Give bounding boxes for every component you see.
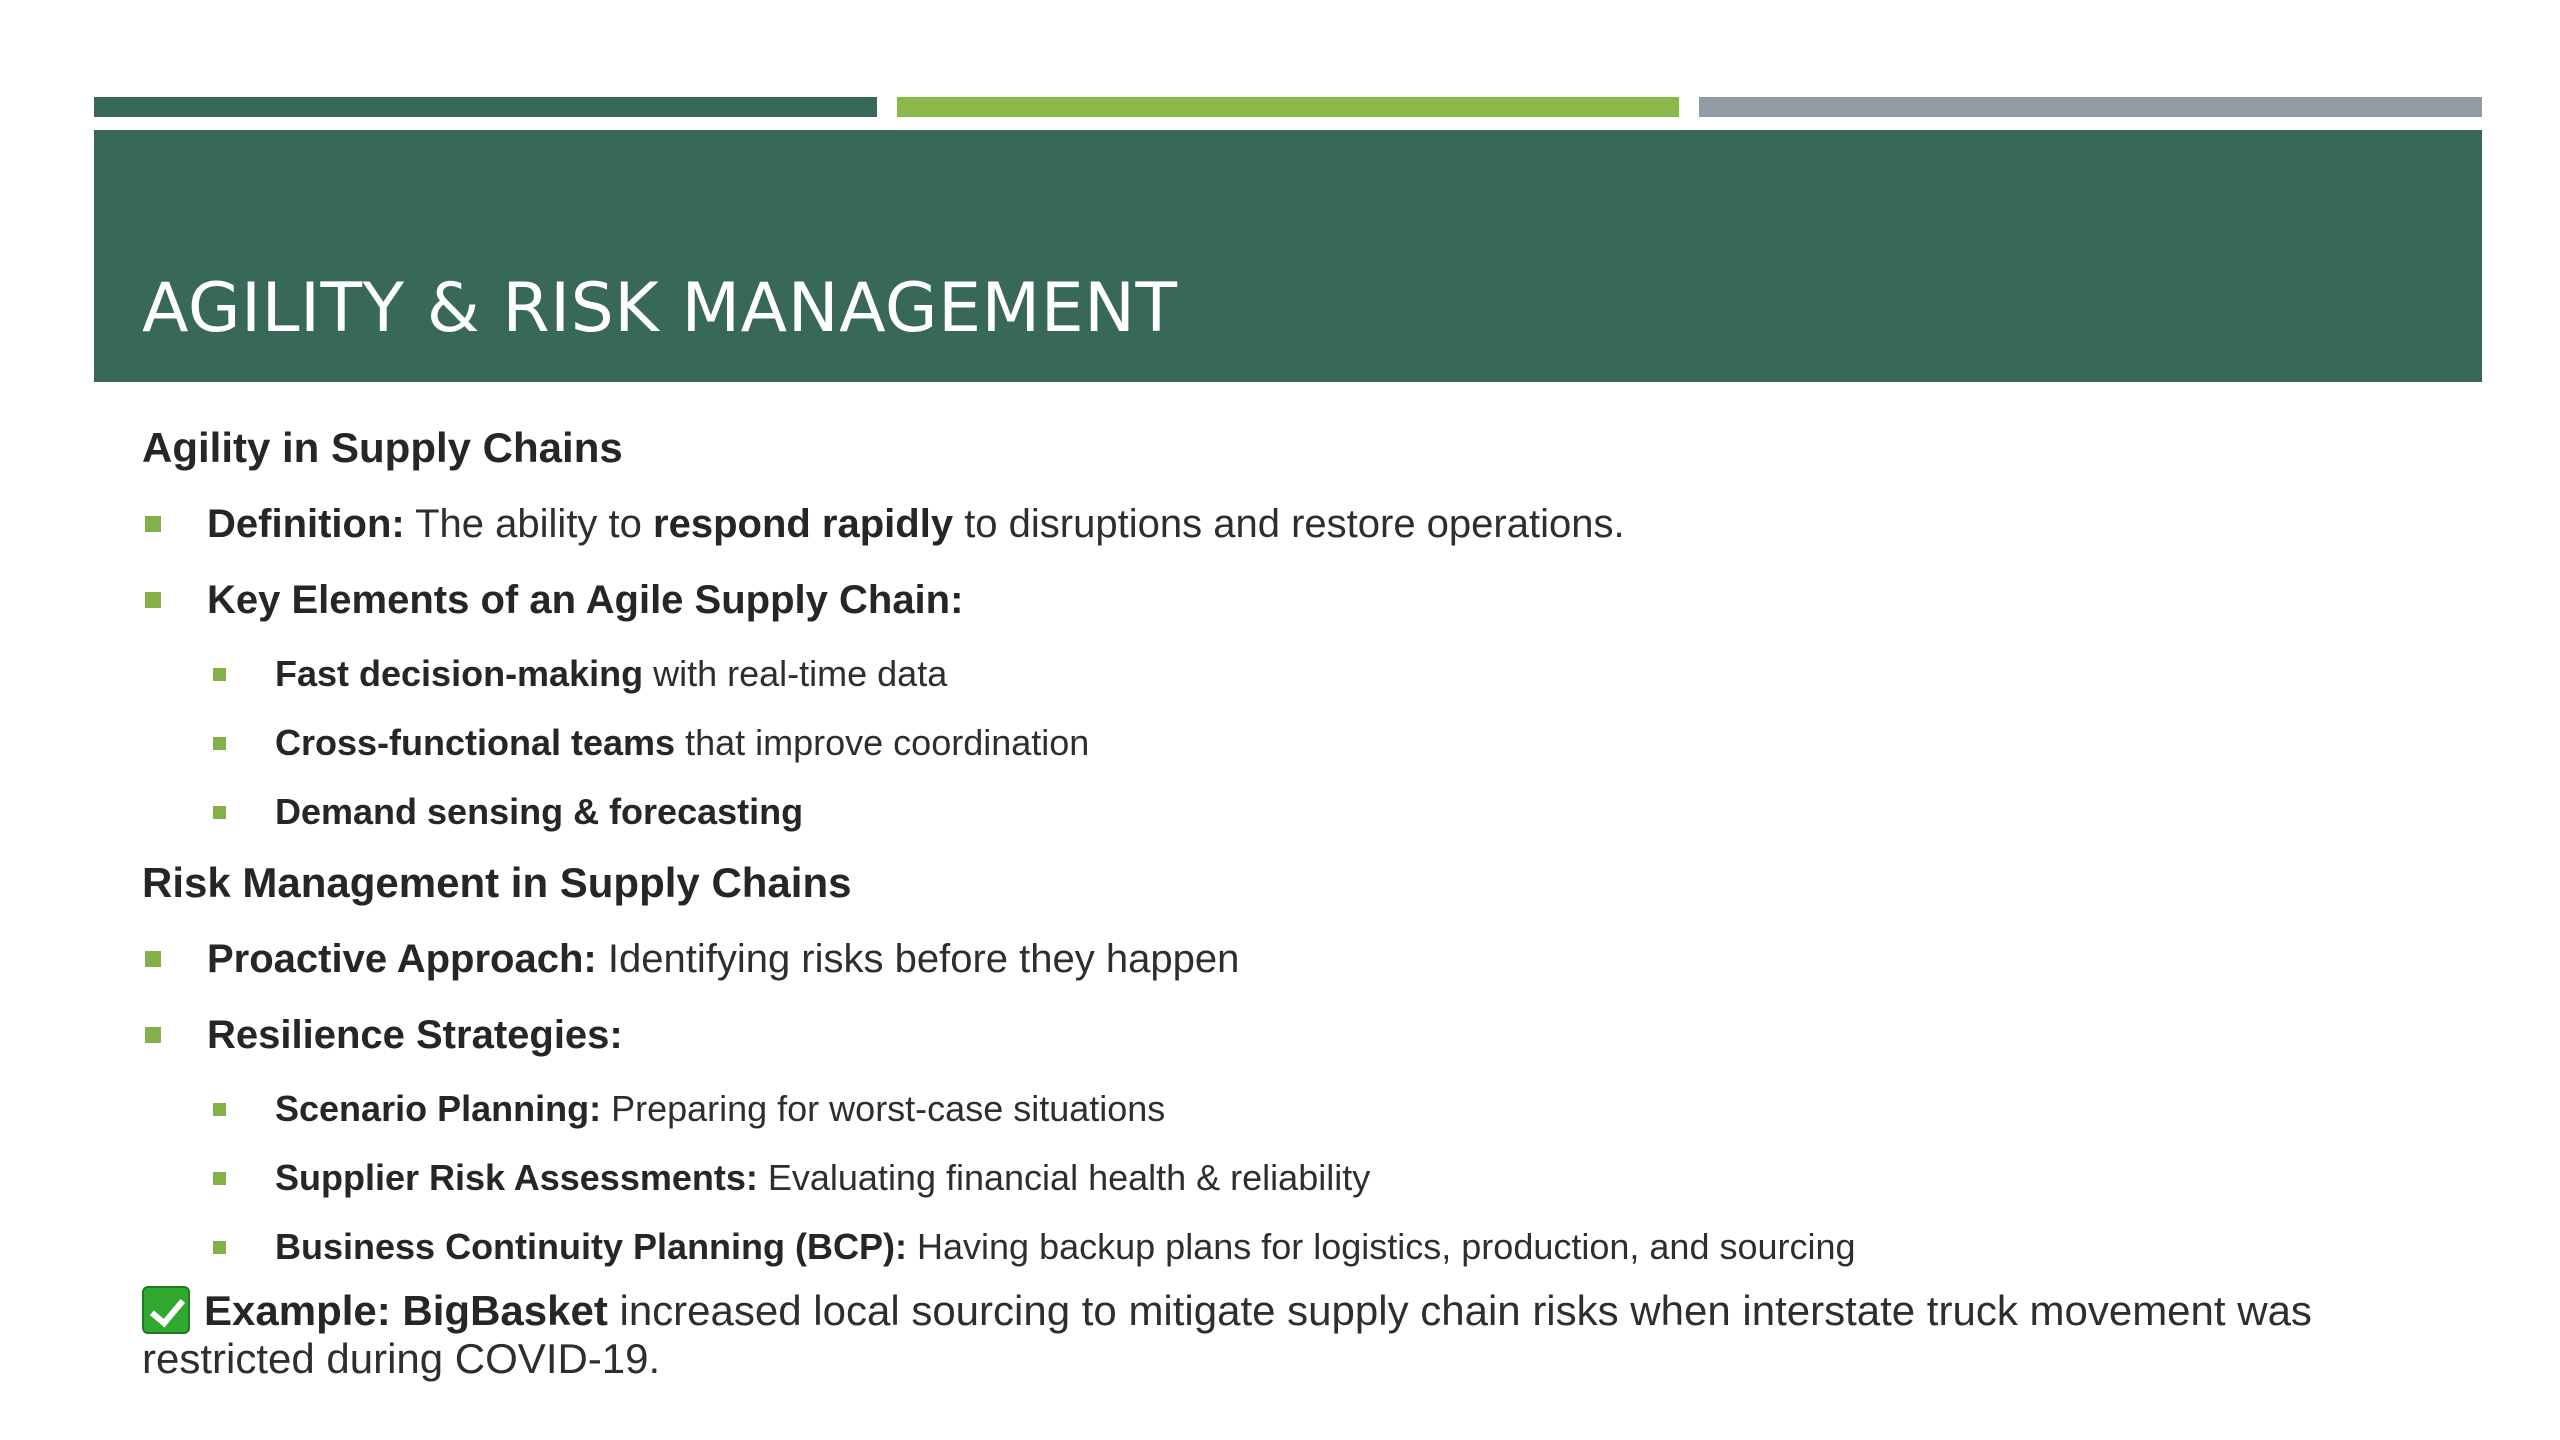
sub-bullet-square-icon [213, 668, 226, 681]
bullet-square-icon [145, 592, 161, 608]
sub-bullet-supplier-risk: Supplier Risk Assessments: Evaluating financial health & reliability [142, 1152, 2442, 1204]
slide-title: AGILITY & RISK MANAGEMENT [142, 269, 1178, 348]
sub-bullet-square-icon [213, 737, 226, 750]
sub-bullet-bcp: Business Continuity Planning (BCP): Having backup plans for logistics, production, and sourcing [142, 1221, 2442, 1273]
title-band [94, 130, 2482, 382]
bullet-proactive-approach: Proactive Approach: Identifying risks before they happen [142, 931, 2442, 987]
accent-bar-gray [1699, 97, 2482, 117]
bullet-square-icon [145, 951, 161, 967]
section-heading-agility: Agility in Supply Chains [142, 424, 623, 471]
accent-bar-dark-green [94, 97, 877, 117]
bullet-square-icon [145, 516, 161, 532]
bullet-resilience-strategies: Resilience Strategies: [142, 1007, 2442, 1063]
check-mark-icon [142, 1286, 190, 1334]
sub-bullet-square-icon [213, 1241, 226, 1254]
sub-bullet-scenario-planning: Scenario Planning: Preparing for worst-case situations [142, 1083, 2442, 1135]
example-callout: Example: BigBasket increased local sourcing to mitigate supply chain risks when interstate truck movement was restricted during COVID-19. [142, 1287, 2312, 1382]
sub-bullet-square-icon [213, 1103, 226, 1116]
sub-bullet-square-icon [213, 1172, 226, 1185]
sub-bullet-cross-functional: Cross-functional teams that improve coordination [142, 717, 2442, 769]
accent-bar-light-green [897, 97, 1680, 117]
sub-bullet-square-icon [213, 806, 226, 819]
bullet-definition: Definition: The ability to respond rapidly to disruptions and restore operations. [142, 496, 2442, 552]
accent-bars [94, 97, 2482, 117]
sub-bullet-demand-sensing: Demand sensing & forecasting [142, 786, 2442, 838]
sub-bullet-fast-decision: Fast decision-making with real-time data [142, 648, 2442, 700]
section-heading-risk: Risk Management in Supply Chains [142, 859, 852, 906]
slide-body [142, 420, 2442, 1383]
bullet-key-elements: Key Elements of an Agile Supply Chain: [142, 572, 2442, 628]
bullet-square-icon [145, 1027, 161, 1043]
